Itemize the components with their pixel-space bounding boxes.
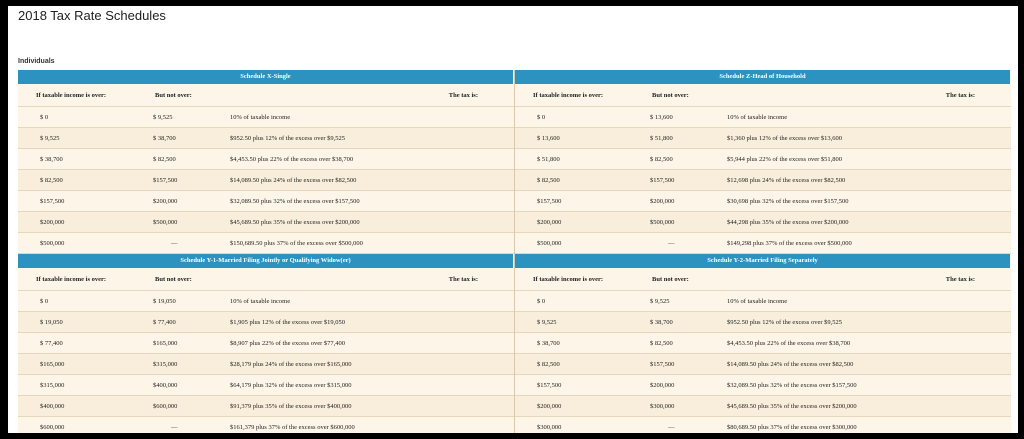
table-row <box>18 333 514 354</box>
cell-over: $ 0 <box>40 297 49 305</box>
cell-tax: $14,089.50 plus 24% of the excess over $82,500 <box>230 176 357 184</box>
cell-tax: $64,179 plus 32% of the excess over $315,000 <box>230 381 352 389</box>
schedule-table <box>514 70 1011 254</box>
cell-tax: $12,698 plus 24% of the excess over $82,500 <box>727 176 846 184</box>
cell-over: $ 82,500 <box>537 360 560 368</box>
cell-tax: $150,689.50 plus 37% of the excess over $500,000 <box>230 239 363 247</box>
tables-row-top <box>18 70 1010 254</box>
column-header-row <box>515 84 1011 107</box>
cell-not-over: $ 77,400 <box>153 318 176 326</box>
cell-tax: $4,453.50 plus 22% of the excess over $38,700 <box>230 155 354 163</box>
schedule-table <box>18 254 514 433</box>
cell-tax: $32,089.50 plus 32% of the excess over $157,500 <box>230 197 360 205</box>
header-over: If taxable income is over: <box>36 275 107 283</box>
cell-over: $200,000 <box>40 218 65 226</box>
table-row <box>18 212 514 233</box>
cell-not-over: — <box>668 423 675 431</box>
cell-not-over: $ 19,050 <box>153 297 176 305</box>
cell-over: $200,000 <box>537 218 562 226</box>
cell-over: $600,000 <box>40 423 65 431</box>
table-row <box>515 233 1011 254</box>
cell-not-over: $500,000 <box>153 218 178 226</box>
schedule-title: Schedule Z-Head of Household <box>515 70 1011 84</box>
cell-tax: $14,089.50 plus 24% of the excess over $82,500 <box>727 360 854 368</box>
cell-over: $ 13,600 <box>537 134 560 142</box>
table-row <box>18 191 514 212</box>
cell-tax: $1,360 plus 12% of the excess over $13,600 <box>727 134 842 142</box>
table-row <box>515 191 1011 212</box>
cell-over: $157,500 <box>537 381 562 389</box>
cell-tax: $1,905 plus 12% of the excess over $19,050 <box>230 318 345 326</box>
cell-over: $ 19,050 <box>40 318 63 326</box>
page-title: 2018 Tax Rate Schedules <box>18 8 166 23</box>
header-tax: The tax is: <box>448 91 478 99</box>
cell-not-over: $600,000 <box>153 402 178 410</box>
schedule-table <box>514 254 1011 433</box>
cell-not-over: $ 82,500 <box>650 155 673 163</box>
cell-tax: $44,298 plus 35% of the excess over $200,000 <box>727 218 849 226</box>
table-row <box>18 291 514 312</box>
table-row <box>515 291 1011 312</box>
cell-tax: $30,698 plus 32% of the excess over $157,500 <box>727 197 849 205</box>
table-row <box>515 375 1011 396</box>
cell-tax: $5,944 plus 22% of the excess over $51,800 <box>727 155 842 163</box>
column-header-row <box>18 268 514 291</box>
cell-not-over: $300,000 <box>650 402 675 410</box>
cell-tax: $8,907 plus 22% of the excess over $77,400 <box>230 339 345 347</box>
header-over: If taxable income is over: <box>533 91 604 99</box>
cell-over: $ 0 <box>537 297 546 305</box>
cell-over: $ 38,700 <box>537 339 560 347</box>
schedule-table <box>18 70 514 254</box>
section-subtitle: Individuals <box>18 58 55 65</box>
tax-tables <box>18 70 1010 433</box>
cell-tax: $149,298 plus 37% of the excess over $500,000 <box>727 239 852 247</box>
header-tax: The tax is: <box>945 275 975 283</box>
cell-over: $ 82,500 <box>40 176 63 184</box>
cell-tax: 10% of taxable income <box>230 113 291 121</box>
cell-tax: 10% of taxable income <box>727 297 788 305</box>
cell-not-over: $ 9,525 <box>153 113 173 121</box>
cell-not-over: $165,000 <box>153 339 178 347</box>
cell-tax: $161,379 plus 37% of the excess over $600,000 <box>230 423 355 431</box>
cell-tax: $952.50 plus 12% of the excess over $9,525 <box>230 134 345 142</box>
table-row <box>18 396 514 417</box>
tables-row-bottom <box>18 254 1010 433</box>
table-row <box>18 107 514 128</box>
column-header-row <box>18 84 514 107</box>
cell-tax: $952.50 plus 12% of the excess over $9,525 <box>727 318 842 326</box>
cell-not-over: $ 38,700 <box>153 134 176 142</box>
header-over: If taxable income is over: <box>36 91 107 99</box>
table-row <box>515 354 1011 375</box>
header-not-over: But not over: <box>155 275 192 283</box>
cell-not-over: $ 38,700 <box>650 318 673 326</box>
cell-over: $ 0 <box>537 113 546 121</box>
cell-over: $ 0 <box>40 113 49 121</box>
header-not-over: But not over: <box>652 91 689 99</box>
cell-over: $ 9,525 <box>537 318 557 326</box>
table-row <box>515 417 1011 433</box>
cell-tax: $28,179 plus 24% of the excess over $165,000 <box>230 360 352 368</box>
table-row <box>18 170 514 191</box>
table-row <box>515 396 1011 417</box>
cell-over: $ 51,800 <box>537 155 560 163</box>
header-tax: The tax is: <box>448 275 478 283</box>
cell-not-over: $ 82,500 <box>153 155 176 163</box>
cell-tax: $80,689.50 plus 37% of the excess over $300,000 <box>727 423 857 431</box>
schedule-title: Schedule X-Single <box>18 70 514 84</box>
cell-over: $157,500 <box>537 197 562 205</box>
cell-not-over: $ 9,525 <box>650 297 670 305</box>
table-row <box>18 128 514 149</box>
document-page <box>8 6 1018 433</box>
header-not-over: But not over: <box>155 91 192 99</box>
cell-over: $ 9,525 <box>40 134 60 142</box>
cell-tax: 10% of taxable income <box>230 297 291 305</box>
cell-over: $ 77,400 <box>40 339 63 347</box>
header-not-over: But not over: <box>652 275 689 283</box>
cell-over: $400,000 <box>40 402 65 410</box>
cell-not-over: — <box>171 423 178 431</box>
column-header-row <box>515 268 1011 291</box>
schedule-title: Schedule Y-2-Married Filing Separately <box>515 254 1011 268</box>
cell-over: $300,000 <box>537 423 562 431</box>
cell-over: $157,500 <box>40 197 65 205</box>
table-row <box>515 128 1011 149</box>
cell-over: $315,000 <box>40 381 65 389</box>
table-row <box>515 170 1011 191</box>
table-row <box>515 149 1011 170</box>
cell-not-over: $500,000 <box>650 218 675 226</box>
cell-tax: $91,379 plus 35% of the excess over $400,000 <box>230 402 352 410</box>
cell-not-over: — <box>668 239 675 247</box>
cell-not-over: $157,500 <box>153 176 178 184</box>
cell-over: $165,000 <box>40 360 65 368</box>
table-row <box>18 149 514 170</box>
cell-not-over: — <box>171 239 178 247</box>
cell-tax: $45,689.50 plus 35% of the excess over $200,000 <box>230 218 360 226</box>
cell-tax: $32,089.50 plus 32% of the excess over $157,500 <box>727 381 857 389</box>
header-tax: The tax is: <box>945 91 975 99</box>
cell-over: $ 82,500 <box>537 176 560 184</box>
header-over: If taxable income is over: <box>533 275 604 283</box>
cell-not-over: $ 13,600 <box>650 113 673 121</box>
cell-not-over: $ 82,500 <box>650 339 673 347</box>
table-row <box>18 354 514 375</box>
cell-not-over: $ 51,800 <box>650 134 673 142</box>
table-row <box>515 312 1011 333</box>
cell-not-over: $157,500 <box>650 360 675 368</box>
table-row <box>18 312 514 333</box>
cell-over: $500,000 <box>40 239 65 247</box>
table-row <box>515 107 1011 128</box>
table-row <box>18 375 514 396</box>
cell-over: $500,000 <box>537 239 562 247</box>
cell-not-over: $157,500 <box>650 176 675 184</box>
table-row <box>515 333 1011 354</box>
cell-not-over: $200,000 <box>650 381 675 389</box>
cell-not-over: $315,000 <box>153 360 178 368</box>
table-row <box>515 212 1011 233</box>
schedule-title: Schedule Y-1-Married Filing Jointly or Qualifying Widow(er) <box>18 254 514 268</box>
cell-not-over: $400,000 <box>153 381 178 389</box>
table-row <box>18 233 514 254</box>
cell-not-over: $200,000 <box>153 197 178 205</box>
cell-tax: $4,453.50 plus 22% of the excess over $38,700 <box>727 339 851 347</box>
cell-tax: 10% of taxable income <box>727 113 788 121</box>
table-row <box>18 417 514 433</box>
cell-over: $ 38,700 <box>40 155 63 163</box>
cell-tax: $45,689.50 plus 35% of the excess over $200,000 <box>727 402 857 410</box>
cell-over: $200,000 <box>537 402 562 410</box>
cell-not-over: $200,000 <box>650 197 675 205</box>
